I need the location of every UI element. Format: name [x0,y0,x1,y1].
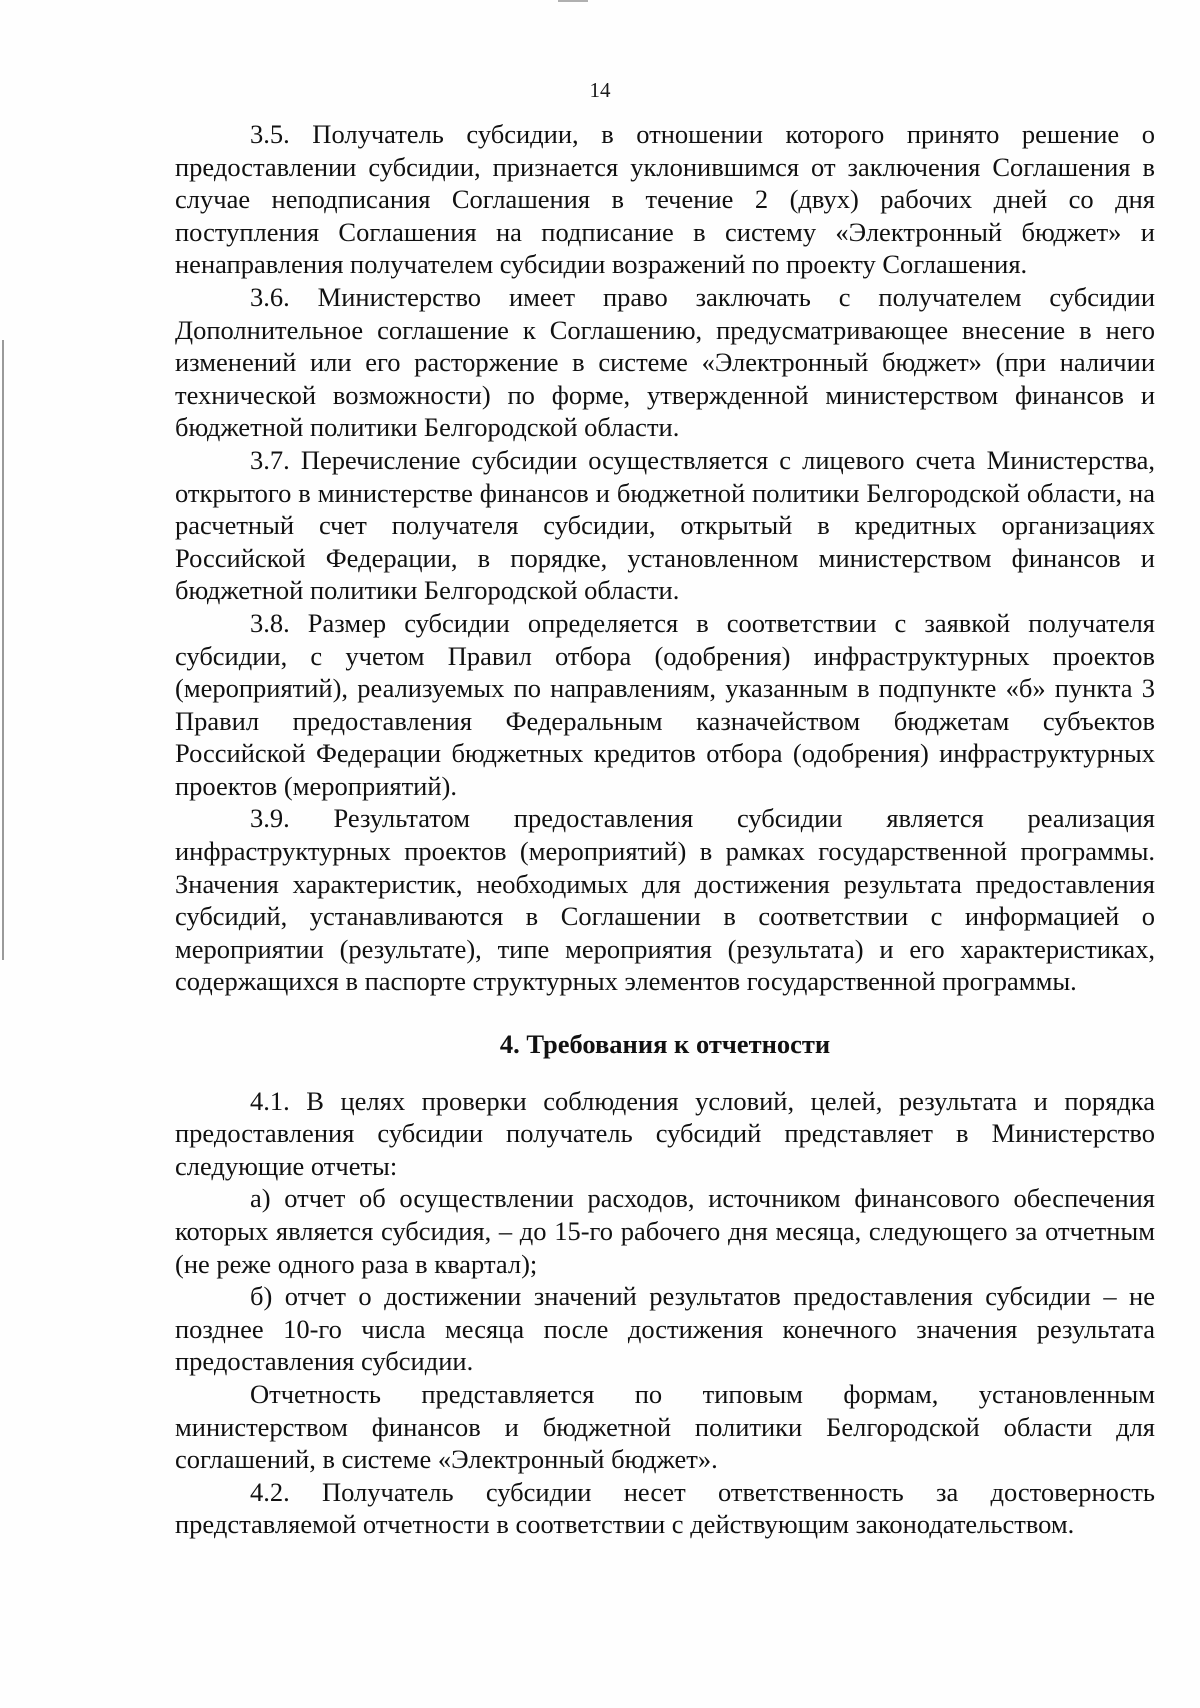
paragraph-3-5: 3.5. Получатель субсидии, в отношении которого принято решение о предоставлении субсидии, признается уклонившимся от заключения Соглашения в случае неподписания Соглашения в течение 2 (двух) рабочих дней со дня поступления Соглашения на подписание в систему «Электронный бюджет» и ненаправления получателем субсидии возражений по проекту Соглашения. [175,119,1155,280]
paragraph-3-8: 3.8. Размер субсидии определяется в соответствии с заявкой получателя субсидии, с учетом Правил отбора (одобрения) инфраструктурных проектов (мероприятий), реализуемых по направлениям, указанным в подпункте «б» пункта 3 Правил предоставления Федеральным казначейством бюджетам субъектов Российской Федерации бюджетных кредитов отбора (одобрения) инфраструктурных проектов (мероприятий). [175,607,1155,801]
paragraph-reporting-forms: Отчетность представляется по типовым формам, установленным министерством финансов и бюджетной политики Белгородской области для соглашений, в системе «Электронный бюджет». [175,1378,1155,1475]
section-heading: 4. Требования к отчетности [499,1029,831,1060]
document-body [175,118,1155,1541]
paragraph-3-7: 3.7. Перечисление субсидии осуществляется с лицевого счета Министерства, открытого в министерстве финансов и бюджетной политики Белгородской области, на расчетный счет получателя субсидии, открытый в кредитных организациях Российской Федерации, в порядке, установленном министерством финансов и бюджетной политики Белгородской области. [175,444,1155,606]
paragraph-3-9: 3.9. Результатом предоставления субсидии является реализация инфраструктурных проектов (мероприятий) в рамках государственной программы. Значения характеристик, необходимых для достижения результата предоставления субсидий, устанавливаются в Соглашении в соответствии с информацией о мероприятии (результате), типе мероприятия (результата) и его характеристиках, содержащихся в паспорте структурных элементов государственной программы. [175,803,1155,997]
paragraph-4-1: 4.1. В целях проверки соблюдения условий, целей, результата и порядка предоставления субсидии получатель субсидий представляет в Министерство следующие отчеты: [175,1085,1155,1181]
paragraph-4-1-b: б) отчет о достижении значений результатов предоставления субсидии – не позднее 10-го числа месяца после достижения конечного значения результата предоставления субсидии. [175,1281,1155,1377]
scan-mark [558,0,588,2]
paragraph-4-1-a: а) отчет об осуществлении расходов, источником финансового обеспечения которых является субсидия, – до 15-го рабочего дня месяца, следующего за отчетным (не реже одного раза в квартал); [175,1183,1155,1279]
scan-edge-line [2,340,4,960]
paragraph-3-6: 3.6. Министерство имеет право заключать с получателем субсидии Дополнительное соглашение к Соглашению, предусматривающее внесение в него изменений или его расторжение в системе «Электронный бюджет» (при наличии технической возможности) по форме, утвержденной министерством финансов и бюджетной политики Белгородской области. [175,281,1155,443]
paragraph-4-2: 4.2. Получатель субсидии несет ответственность за достоверность представляемой отчетности в соответствии с действующим законодательством. [175,1476,1155,1540]
page-number: 14 [589,78,611,102]
